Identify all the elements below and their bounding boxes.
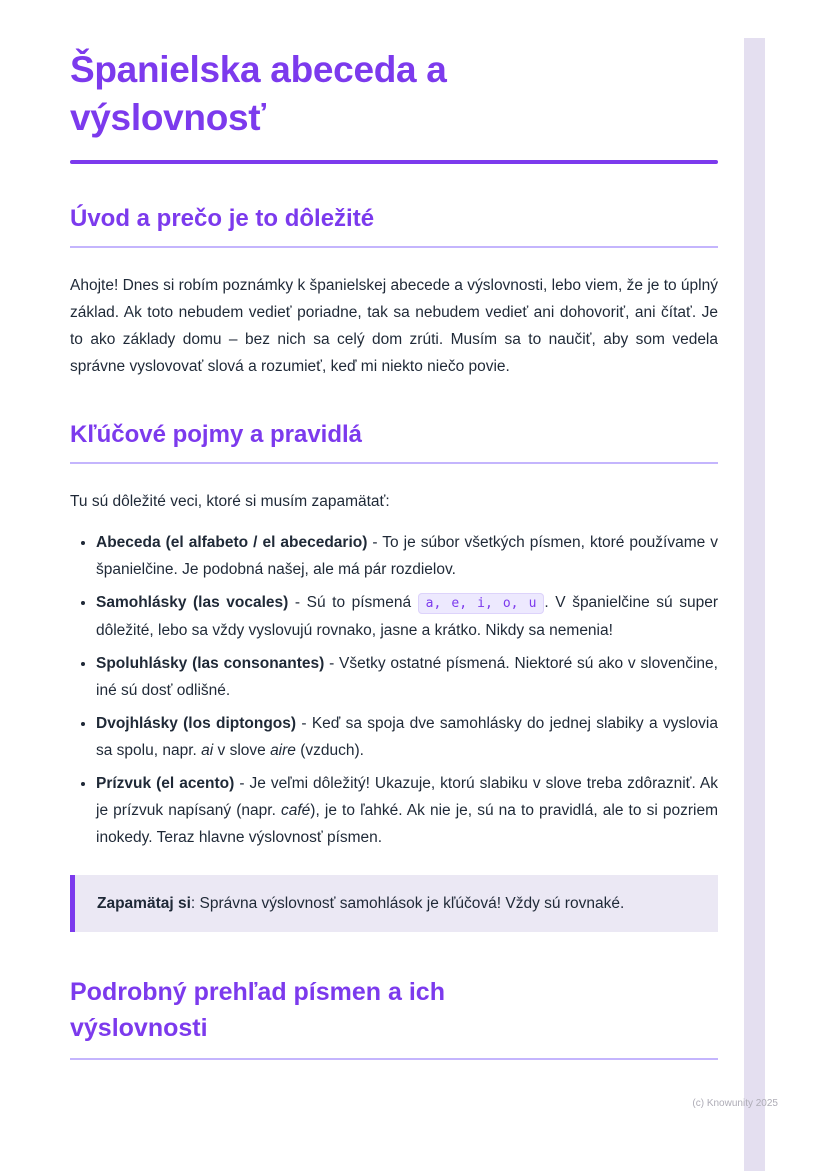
term-samohlasky-desc-after: . V španielčine sú super dôležité, lebo sa vždy vyslovujú rovnako, jasne a krátko. Nikdy sa nemenia! (96, 594, 719, 639)
callout-lead: Zapamätaj si (97, 895, 191, 912)
list-item-abeceda (96, 529, 718, 583)
vowels-code-chip: a, e, i, o, u (418, 593, 545, 614)
concepts-heading: Kľúčové pojmy a pravidlá (70, 421, 363, 448)
list-item-prizvuk (96, 770, 718, 851)
section-intro (70, 204, 718, 380)
letters-heading: Podrobný prehľad písmen a ich výslovnosti (70, 978, 445, 1042)
list-item-dvojhlasky (96, 710, 718, 764)
term-abeceda: Abeceda (el alfabeto / el abecedario) (96, 534, 368, 551)
term-samohlasky: Samohlásky (las vocales) (96, 594, 289, 611)
intro-paragraph: Ahojte! Dnes si robím poznámky k španielskej abecede a výslovnosti, lebo viem, že je to úplný základ. Ak toto nebudem vedieť poriadne, tak sa nebudem vedieť ani dohovoriť, ani čítať. Je to ako základy domu – bez nich sa celý dom zrúti. Musím sa to naučiť, aby som vedela správne vyslovovať slová a rozumieť, keď mi niekto niečo povie. (70, 277, 718, 375)
title-rule (70, 160, 718, 164)
example-cafe: café (280, 802, 311, 819)
term-spoluhlasky: Spoluhlásky (las consonantes) (96, 655, 325, 672)
term-abeceda-desc: - To je súbor všetkých písmen, ktoré používame v španielčine. Je podobná našej, ale má pár rozdielov. (96, 534, 718, 578)
section-concepts (70, 420, 718, 932)
letters-heading-underline (70, 1058, 718, 1060)
callout-box (70, 875, 718, 932)
concepts-heading-underline (70, 462, 718, 464)
term-spoluhlasky-desc: - Všetky ostatné písmená. Niektoré sú ako v slovenčine, iné sú dosť odlišné. (96, 655, 718, 699)
page-title: Španielska abeceda a výslovnosť (70, 49, 447, 138)
intro-heading: Úvod a prečo je to dôležité (70, 205, 375, 232)
callout-text (97, 890, 696, 917)
example-aire: aire (270, 742, 296, 759)
concepts-list (72, 529, 718, 851)
concepts-lead: Tu sú dôležité veci, ktoré si musím zapamätať: (70, 493, 390, 510)
term-dvojhlasky-desc-1: - Keď sa spoja dve samohlásky do jednej slabiky a vyslovia sa spolu, napr. (96, 715, 718, 759)
term-dvojhlasky: Dvojhlásky (los diptongos) (96, 715, 297, 732)
term-prizvuk-desc-1: - Je veľmi dôležitý! Ukazuje, ktorú slabiku v slove treba zdôrazniť. Ak je prízvuk napísaný (napr. (96, 775, 718, 819)
list-item-samohlasky (96, 589, 718, 644)
term-dvojhlasky-desc-3: (vzduch). (295, 742, 364, 759)
section-letters (70, 974, 718, 1060)
intro-heading-underline (70, 246, 718, 248)
term-samohlasky-desc-before: - Sú to písmená (288, 594, 418, 611)
term-prizvuk: Prízvuk (el acento) (96, 775, 235, 792)
copyright: (c) Knowunity 2025 (692, 1098, 778, 1109)
term-prizvuk-desc-2: ), je to ľahké. Ak nie je, sú na to pravidlá, ale to si pozriem inokedy. Teraz hlavne výslovnosť písmen. (96, 802, 718, 846)
example-ai: ai (201, 742, 214, 759)
list-item-spoluhlasky (96, 650, 718, 704)
term-dvojhlasky-desc-2: v slove (213, 742, 271, 759)
callout-body: : Správna výslovnosť samohlások je kľúčová! Vždy sú rovnaké. (190, 895, 625, 912)
